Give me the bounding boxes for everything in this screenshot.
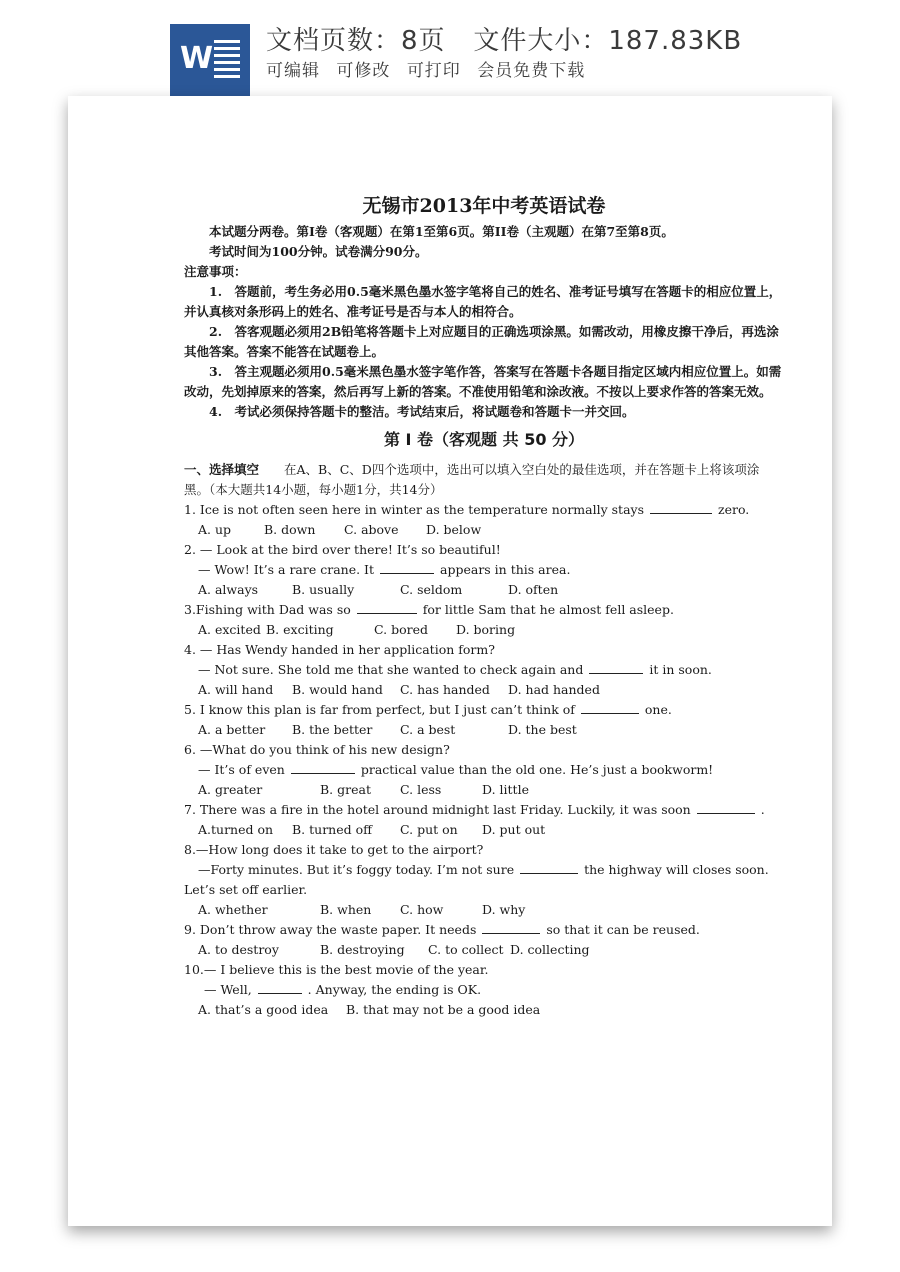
options-8	[184, 900, 784, 920]
option: B. exciting	[266, 622, 334, 637]
option: A. excited	[198, 622, 261, 637]
question-4-reply: — Not sure. She told me that she wanted to check again and it in soon.	[198, 662, 712, 677]
options-10	[184, 1000, 784, 1020]
options-4	[184, 680, 784, 700]
question-10-reply: — Well, . Anyway, the ending is OK.	[204, 982, 482, 997]
option: C. bored	[374, 622, 428, 637]
part-description: 在A、B、C、D四个选项中，选出可以填入空白处的最佳选项，并在答题卡上将该项涂黑。（本大题共14小题，每小题1分，共14分）	[184, 462, 760, 497]
option: A. greater	[198, 782, 263, 797]
option: A.turned on	[198, 822, 274, 837]
question-8-cont: Let’s set off earlier.	[184, 882, 308, 897]
note-item: 2. 答客观题必须用2B铅笔将答题卡上对应题目的正确选项涂黑。如需改动，用橡皮擦干净后，再选涂其他答案。答案不能答在试题卷上。	[184, 324, 779, 359]
option: D. boring	[456, 622, 516, 637]
option: A. will hand	[198, 682, 274, 697]
option: B. when	[320, 902, 372, 917]
option: B. turned off	[292, 822, 373, 837]
option: B. the better	[292, 722, 373, 737]
option: A. always	[198, 582, 259, 597]
question-1: 1. Ice is not often seen here in winter as the temperature normally stays zero.	[184, 502, 750, 517]
option: D. put out	[482, 822, 546, 837]
word-doc-icon	[170, 24, 250, 96]
option: D. the best	[508, 722, 577, 737]
question-6: 6. —What do you think of his new design?	[184, 742, 450, 757]
options-5	[184, 720, 784, 740]
options-6	[184, 780, 784, 800]
option: B. would hand	[292, 682, 383, 697]
option: B. great	[320, 782, 371, 797]
file-features	[266, 56, 595, 81]
part-label: 一、选择填空	[184, 462, 260, 477]
exam-title: 无锡市2013年中考英语试卷	[362, 195, 606, 217]
word-icon-lines	[214, 40, 240, 82]
option: D. why	[482, 902, 526, 917]
option: B. usually	[292, 582, 355, 597]
option: C. has handed	[400, 682, 490, 697]
option: D. collecting	[510, 942, 590, 957]
intro-paragraph: 本试题分两卷。第I卷（客观题）在第1至第6页。第II卷（主观题）在第7至第8页。	[209, 224, 674, 239]
word-icon-letter: W	[180, 41, 214, 76]
option: A. a better	[198, 722, 266, 737]
option: C. how	[400, 902, 444, 917]
file-info-title: 文档页数：8页 文件大小：187.83KB	[266, 26, 743, 56]
feature-printable: 可打印	[406, 61, 461, 81]
question-9: 9. Don’t throw away the waste paper. It needs so that it can be reused.	[184, 922, 700, 937]
option: C. less	[400, 782, 442, 797]
option: A. to destroy	[198, 942, 279, 957]
note-item: 1. 答题前，考生务必用0.5毫米黑色墨水签字笔将自己的姓名、准考证号填写在答题卡的相应位置上，并认真核对条形码上的姓名、准考证号是否与本人的相符合。	[184, 284, 782, 319]
option: C. put on	[400, 822, 458, 837]
question-8: 8.—How long does it take to get to the airport?	[184, 842, 484, 857]
options-9	[184, 940, 784, 960]
question-4: 4. — Has Wendy handed in her application form?	[184, 642, 495, 657]
option: A. whether	[198, 902, 268, 917]
question-8-reply: —Forty minutes. But it’s foggy today. I’m not sure the highway will closes soon.	[198, 862, 769, 877]
question-6-reply: — It’s of even practical value than the old one. He’s just a bookworm!	[198, 762, 714, 777]
option: D. had handed	[508, 682, 600, 697]
question-2-reply: — Wow! It’s a rare crane. It appears in this area.	[198, 562, 571, 577]
feature-free-download: 会员免费下载	[477, 61, 586, 81]
option: B. destroying	[320, 942, 405, 957]
feature-editable: 可编辑	[266, 61, 320, 81]
options-7	[184, 820, 784, 840]
question-5: 5. I know this plan is far from perfect, but I just can’t think of one.	[184, 702, 672, 717]
document-page	[68, 96, 832, 1226]
note-item: 4. 考试必须保持答题卡的整洁。考试结束后，将试题卷和答题卡一并交回。	[209, 404, 635, 419]
option: C. above	[344, 522, 399, 537]
option: D. little	[482, 782, 529, 797]
option: B. that may not be a good idea	[346, 1002, 541, 1017]
question-2: 2. — Look at the bird over there! It’s so beautiful!	[184, 542, 501, 557]
question-7: 7. There was a fire in the hotel around midnight last Friday. Luckily, it was soon .	[184, 802, 765, 817]
section-heading: 第 I 卷（客观题 共 50 分）	[383, 430, 585, 449]
question-10: 10.— I believe this is the best movie of the year.	[184, 962, 489, 977]
part-instructions	[184, 460, 784, 500]
note-item: 3. 答主观题必须用0.5毫米黑色墨水签字笔作答，答案写在答题卡各题目指定区域内相应位置上。如需改动，先划掉原来的答案，然后再写上新的答案。不准使用铅笔和涂改液。不按以上要求作答的答案无效。	[184, 364, 782, 399]
exam-time: 考试时间为100分钟。试卷满分90分。	[209, 244, 428, 259]
option: D. often	[508, 582, 559, 597]
notes-label: 注意事项：	[184, 264, 247, 279]
option: A. that’s a good idea	[198, 1002, 329, 1017]
option: C. seldom	[400, 582, 463, 597]
question-3: 3.Fishing with Dad was so for little Sam that he almost fell asleep.	[184, 602, 674, 617]
option: A. up	[198, 522, 232, 537]
feature-modifiable: 可修改	[336, 61, 391, 81]
page-content	[184, 96, 784, 1020]
option: C. to collect	[428, 942, 504, 957]
options-1	[184, 520, 784, 540]
options-2	[184, 580, 784, 600]
options-3	[184, 620, 784, 640]
option: C. a best	[400, 722, 456, 737]
option: B. down	[264, 522, 316, 537]
option: D. below	[426, 522, 482, 537]
